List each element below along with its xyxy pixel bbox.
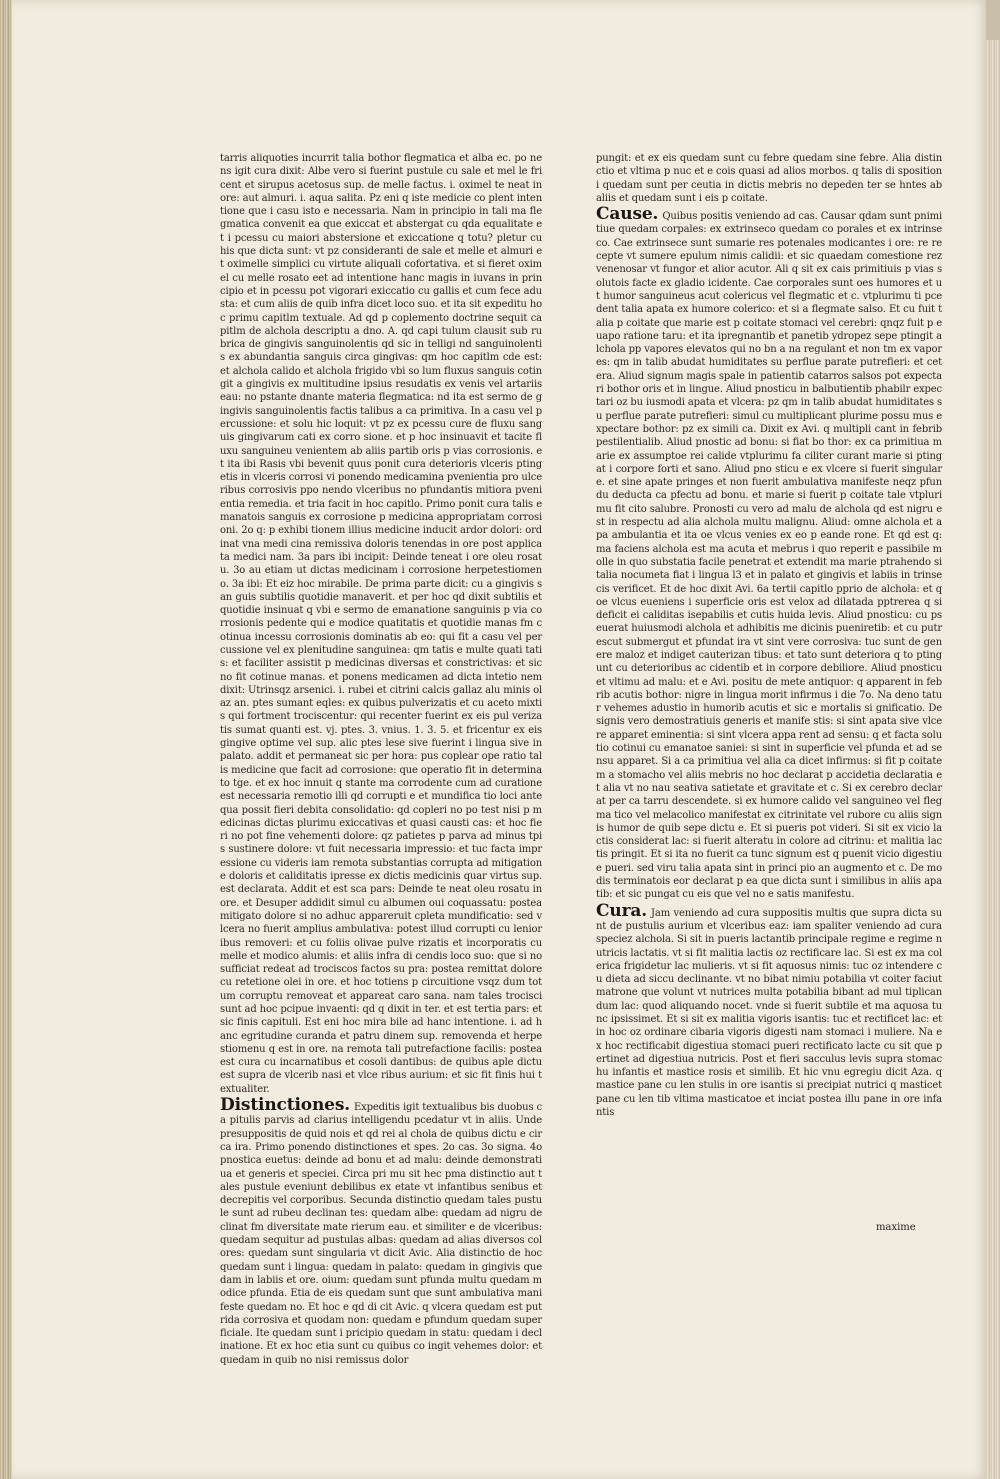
right-page-edge xyxy=(986,0,1000,1479)
right-paragraph-3-text: Jam veniendo ad cura suppositis multis que supra dicta sunt de pustulis aurium et vlceribus eaz: iam spaliter veniendo ad cura speciez alchola. Si sit in pueris lactantib principale regime e regime nutricis lactatis. vt si fit malitia lactis oz rectificare lac. Si est ex ma colerica frigidetur lac mulieris. vt si fit aquosus nimis: tuc oz intendere cu dieta ad siccu declinante. vt no bibat nimiu potabilia vt coiter faciut matrone que volunt vt nutrices multa potabilia bibant ad mul tiplicandum lac: quod aliquando nocet. vnde si fuerit subtile et ma aquosa tunc ipsissimet. Et si sit ex malitia vigoris isantis: tuc et rectificet lac: et in hoc oz ordinare cibaria vigoris digesti nam stomaci i muliere. Na ex hoc rectificabit digestiua stomaci pueri rectificato lacte cu sit que pertinet ad digestiua nutricis. Post et fieri sacculus levis supra stomachu infantis et mastice rosis et similib. Et hic vnu egregiu dicit Aza. q mastice pane cu len stulis in ore isantis si precipiat nutrici q masticet pane cu len tib vltima masticatoe et inciat postea illu pane in ore infantis xyxy=(596,907,942,1119)
heading-cura: Cura. xyxy=(596,900,648,921)
left-paragraph-2 xyxy=(220,1096,542,1367)
heading-cause: Cause. xyxy=(596,204,659,225)
right-paragraph-2 xyxy=(596,205,942,901)
left-paragraph-2-text: Expeditis igit textualibus bis duobus ca pitulis parvis ad clarius intelligendu pcedatur vt in aliis. Unde presuppositis de quid nois et qd rei al chola de quibus dictu e circa ira. Primo ponendo distinctiones et spes. 2o cas. 3o signa. 4o pnostica euetus: deinde ad bonu et ad malu: deinde demonstratiua et generis et speciei. Circa pri mu sit hec pma distinctio aut tales pustule eveniunt debilibus ex etate vt infantibus senibus et decrepitis vel corporibus. Secunda distinctio quedam tales pustule sunt ad rubeu declinan tes: quedam albe: quedam ad nigru declinat fm diversitate mate rierum eau. et similiter e de vlceribus: quedam sequitur ad pustulas albas: quedam ad alias diversos colores: quedam sunt singularia vt dicit Avic. Alia distinctio de hoc quedam sunt i lingua: quedam in palato: quedam in gingivis quedam in labiis et ore. oium: quedam sunt pfunda multu quedam modice pfunda. Etia de eis quedam sunt que sunt ambulativa manifeste quedam no. Et hoc e qd di cit Avic. q vlcera quedam est putrida corrosiva et quodam non: quedam e pfundum quedam superficiale. Ite quedam sunt i pricipio quedam in statu: quedam i declinatione. Et ex hoc etia sunt cu quibus co ingit vehemes dolor: et quedam in quib no nisi remissus dolor xyxy=(220,1102,542,1366)
corner-tab xyxy=(986,0,1000,40)
right-paragraph-3 xyxy=(596,902,942,1120)
right-text-column xyxy=(596,152,942,1232)
right-paragraph-1: pungit: et ex eis quedam sunt cu febre quedam sine febre. Alia distin ctio et vltima p nuc et e cois quasi ad alios morbos. q talis di spositioni quedam sunt per ceutia in dictis mebris no depeden ter se hntes ab aliis et quedam sunt i eis p coitate. xyxy=(596,153,942,204)
right-paragraph-2-text: Quibus positis veniendo ad cas. Causar qdam sunt pnimitiue quedam corpales: ex extrinseco quedam co porales et ex intrinseco. Cae extrinsece sunt sumarie res potenales modicantes i ore: re recepte vt sumere epulum nimis calidii: et sic quaedam comestione rez venenosar vt fungor et alior acutor. Ali q sit ex cais primitiuis p vias solutois facte ex gladio icidente. Cae corporales sunt oes humores et ut humor sanguineus acut colericus vel flegmatic et c. vtplurimu ti pcedent talia apata ex humore colerico: et si a flegmate salso. Et cu fuit talia p coitate que marie est p coitate stomaci vel cerebri: qnqz fuit p euapo ratione taru: et ita ipregnantib et panetib ydropez sepe ptingit alchola pp vapores elevatos qui no bn a na regulant et non tm ex vapores: qm in talib abudat humiditates su perflue parate putrefieri: et cetera. Aliud signum magis spale in patientib catarros salsos pot expectari bothor oris et in lingue. Aliud pnosticu in balbutientib phabilr expectari oz bu iusmodi apata et vlcera: pz qm in talib abudat humiditates su perflue parate putrefieri: simul cu multiplicant plurime possu mus expectare bothor: pz ex simili ca. Dixit ex Avi. q multipli cant in febrib pestilentialib. Aliud pnostic ad bonu: si fiat bo thor: ex ca primitiua marie ex assumptoe rei calide vtplurimu fa ciliter curant marie si ptingat i corpore forti et sano. Aliud pno sticu e ex vlcere si fuerit singulare. et sine apate pringes et non fuerit ambulativa manifeste neqz pfundu deducta ca pfectu ad bonu. et marie si fuerit p coitate tale vtplurimu fit cito salubre. Pronosti cu vero ad malu de alchola qd est nigru est in respectu ad alia alchola multu malignu. Aliud: omne alchola et apa ambulantia et ita oe vlcus venies ex eo p eande rone. Et qd est q: ma faciens alchola est ma acuta et mebrus i quo reperit e passibile molle in quo substatia facile penetrat et extendit ma marie ptrahendo si talia nocumeta fiat i lingua l3 et in palato et gingivis et labiis in trinsecis verificet. Et de hoc dixit Avi. 6a tertii capitlo pprio de alchola: et q oe vlcus eueniens i superficie oris est velox ad dilatada pptrerea q si deficit ei caliditas isepabilis et cutis huida levis. Aliud pnosticu: cu pseuerat huiusmodi alchola et adhibitis me dicinis pueniretib: et cu putrescut submergut et pfundat ira vt sint vere corrosiva: tuc sunt de genere maloz et indiget cauterizan tibus: et tato sunt deteriora q to ptingunt cu deterioribus ac cidentib et in corpore debiliore. Aliud pnosticu et vltimu ad malu: et e Avi. positu de mete antiquor: q apparent in febrib acutis bothor: nigre in lingua morit infirmus i die 7o. Na deno tatur vehemes adustio in humorib acutis et sic e mortalis si gnificatio. De signis vero demostratiuis generis et manife stis: si sint apata sive vlcere apparet eminentia: si sint vlcera appa rent ad sensu: q et facta solutio cotinui cu emanatoe saniei: si sint in superficie vel pfunda et ad sensu apparet. Si a ca primitiua vel alia ca dicet infirmus: si fit p coitatem a stomacho vel aliis mebris no hoc declarat p accidetia declaratia et alia vt no nau seativa satietate et gravitate et c. Si ex cerebro declarat per ca tarru descendete. si ex humore calido vel sanguineo vel flegma tico vel melacolico manifestat ex citrinitate vel rubore cu aliis signis humor de quib sepe dictu e. Et si pueris pot videri. Si sit ex vicio lactis considerat lac: si fuerit alteratu in colore ad citrinu: et malitia lactis pringit. Et si ita no fuerit ca tunc signum est q puenit vicio digestiue pueri. sed viru talia apata sint in princi pio an augmento et c. De modis terminatois eor declarat p ea que dicta sunt i similibus in aliis apatib: et sic pungat cu eis que vel no e satis manifestu. xyxy=(596,211,943,901)
left-paragraph-1: tarris aliquoties incurrit talia bothor flegmatica et alba ec. po nens igit cura dixit: Albe vero si fuerint pustule cu sale et mel le fricent et sirupus acetosus sup. de melle factus. i. oximel te neat in ore: aut almuri. i. aqua salita. Pz eni q iste medicie co plent intentione que i casu isto e necessaria. Nam in principio in tali ma flegmatica convenit ea que exiccat et abstergat cu qda equalitate et i pcessu cu maiori abstersione et exiccatione q totu? pletur cu his que dicta sunt: vt pz consideranti de sale et melle et almuri et oximelle simplici cu virtute aliquali cofortativa. et si fieret oximel cu melle rosato eet ad intentione hanc magis in iuvans in principio et in pcessu pot vigorari exiccatio cu gallis et cum fece adusta: et cum aliis de quib infra dicet loco suo. et ita sit expeditu hoc primu capitlm textuale. Ad qd p coplemento doctrine sequit capitlm de alchola descriptu a dno. A. qd capi tulum clausit sub rubrica de gingivis sanguinolentis qd sic in telligi nd sanguinolentis ex abundantia sanguis circa gingivas: qm hoc capitlm cde est: et alchola calido et alchola frigido vbi so lum fluxus sanguis cotingit a gingivis ex multitudine ipsius resudatis ex venis vel artariis eau: no pstante dnante materia flegmatica: nd ita est sermo de gingivis sanguinolentis factis talibus a ca primitiva. In a casu vel percussione: et solu hic loquit: vt pz ex pcessu cure de fluxu sanguis gingivarum cati ex corro sione. et p hoc insinuavit et tacite fluxu sanguineu venientem ab aliis partib oris p vias corrosionis. et ita ibi Rasis vbi bevenit quus ponit cura deterioris vlceris ptingetis in vlceris corrosi vi ponendo medicamina pvenientia pro ulceribus corrosivis ppo nendo vlceribus no pfundantis mitiora pvenientia remedia. et tria facit in hoc capitlo. Primo ponit cura talis emanatois sanguis ex corrosione p medicina appropriatam corrosioni. 2o q: p exhibi tionem illius medicine inducit ardor dolori: ordinat vna medi cina remissiva doloris tenendas in ore post applicata medici nam. 3a pars ibi incipit: Deinde teneat i ore oleu rosatu. 3o au etiam ut dictas medicinam i corrosione herpetestiomeno. 3a ibi: Et eiz hoc mirabile. De prima parte dicit: cu a gingivis san guis subtilis quotidie manaverit. et per hoc qd dixit subtilis et quotidie insinuat q vbi e sermo de emanatione sanguinis p via corrosionis pedente qui e modice quatitatis et quotidie manas fm cotinua incessu corrosionis dominatis ab eo: qui fit a casu vel percussione vel ex plenitudine sanguinea: qm tatis e multe quati tatis: et faciliter assistit p medicinas diversas et constrictivas: et sic no fit cotinue manas. et ponens medicamen ad dicta intetio nem dixit: Utrinsqz arsenici. i. rubei et citrini calcis gallaz alu minis olaz an. ptes sumant eqles: ex quibus pulverizatis et cu aceto mixtis qui fortment trociscentur: qui recenter fuerint ex eis pul verizatis sumat quanti est. vj. ptes. 3. vnius. 1. 3. 5. et fricentur ex eis gingive optime vel sup. alic ptes lese sive fuerint i lingua sive in palato. addit et permaneat sic per hora: pus coplear ope ratio talis medicine que facit ad corrosione: que operatio fit in determinato tge. et ex hoc innuit q stante ma corrodente cum ad curatione est necessaria remotio illi qd corrupti e et mundifica tio loci antequa possit fieri debita consolidatio: qd copleri no po test nisi p medicinas dictas plurimu exiccativas et quasi causti cas: et hoc fieri no pot fine vehementi dolore: qz patietes p parva ad minus tpis sustinere dolore: vt fuit necessaria impressio: et tuc facta impressione cu videris iam remota substantias corrupta ad mitigatione doloris et caliditatis ipresse ex dictis medicinis quar virtus sup. est declarata. Addit et est sca pars: Deinde te neat oleu rosatu in ore. et Desuper addidit simul cu albumen oui coquassatu: postea mitigato dolore si no adhuc appareruit cpleta mundificatio: sed vlcera no fuerit amplius ambulativa: potest illud corrupti cu lenioribus removeri: et cu foliis olivae pulve rizatis et incorporatis cu melle et modico alumis: et aliis infra di cendis loco suo: que si no sufficiat redeat ad trociscos factos su pra: postea remittat dolore cu retetione olei in ore. et hoc totiens p circuitione vsqz dum totum corruptu removeat et appareat caro sana. nam tales trocisci sunt ad hoc pcipue invaenti: qd q dixit in ter. et est tertia pars: et sic finis capituli. Est eni hoc mira bile ad hanc intentione. i. ad hanc egritudine curanda et patru dinem sup. removenda et herpestiomenu q est in ore. na remota tali putrefactione facilis: postea est cura cu incarnatibus et cosoli dantibus: de quibus aple dictu est supra de vlcerib nasi et vlce ribus aurium: et sic fit finis hui textualiter. xyxy=(220,153,542,1095)
left-text-column xyxy=(220,152,542,1366)
heading-distinctiones: Distinctiones. xyxy=(220,1095,351,1116)
catchword: maxime xyxy=(876,1222,916,1233)
